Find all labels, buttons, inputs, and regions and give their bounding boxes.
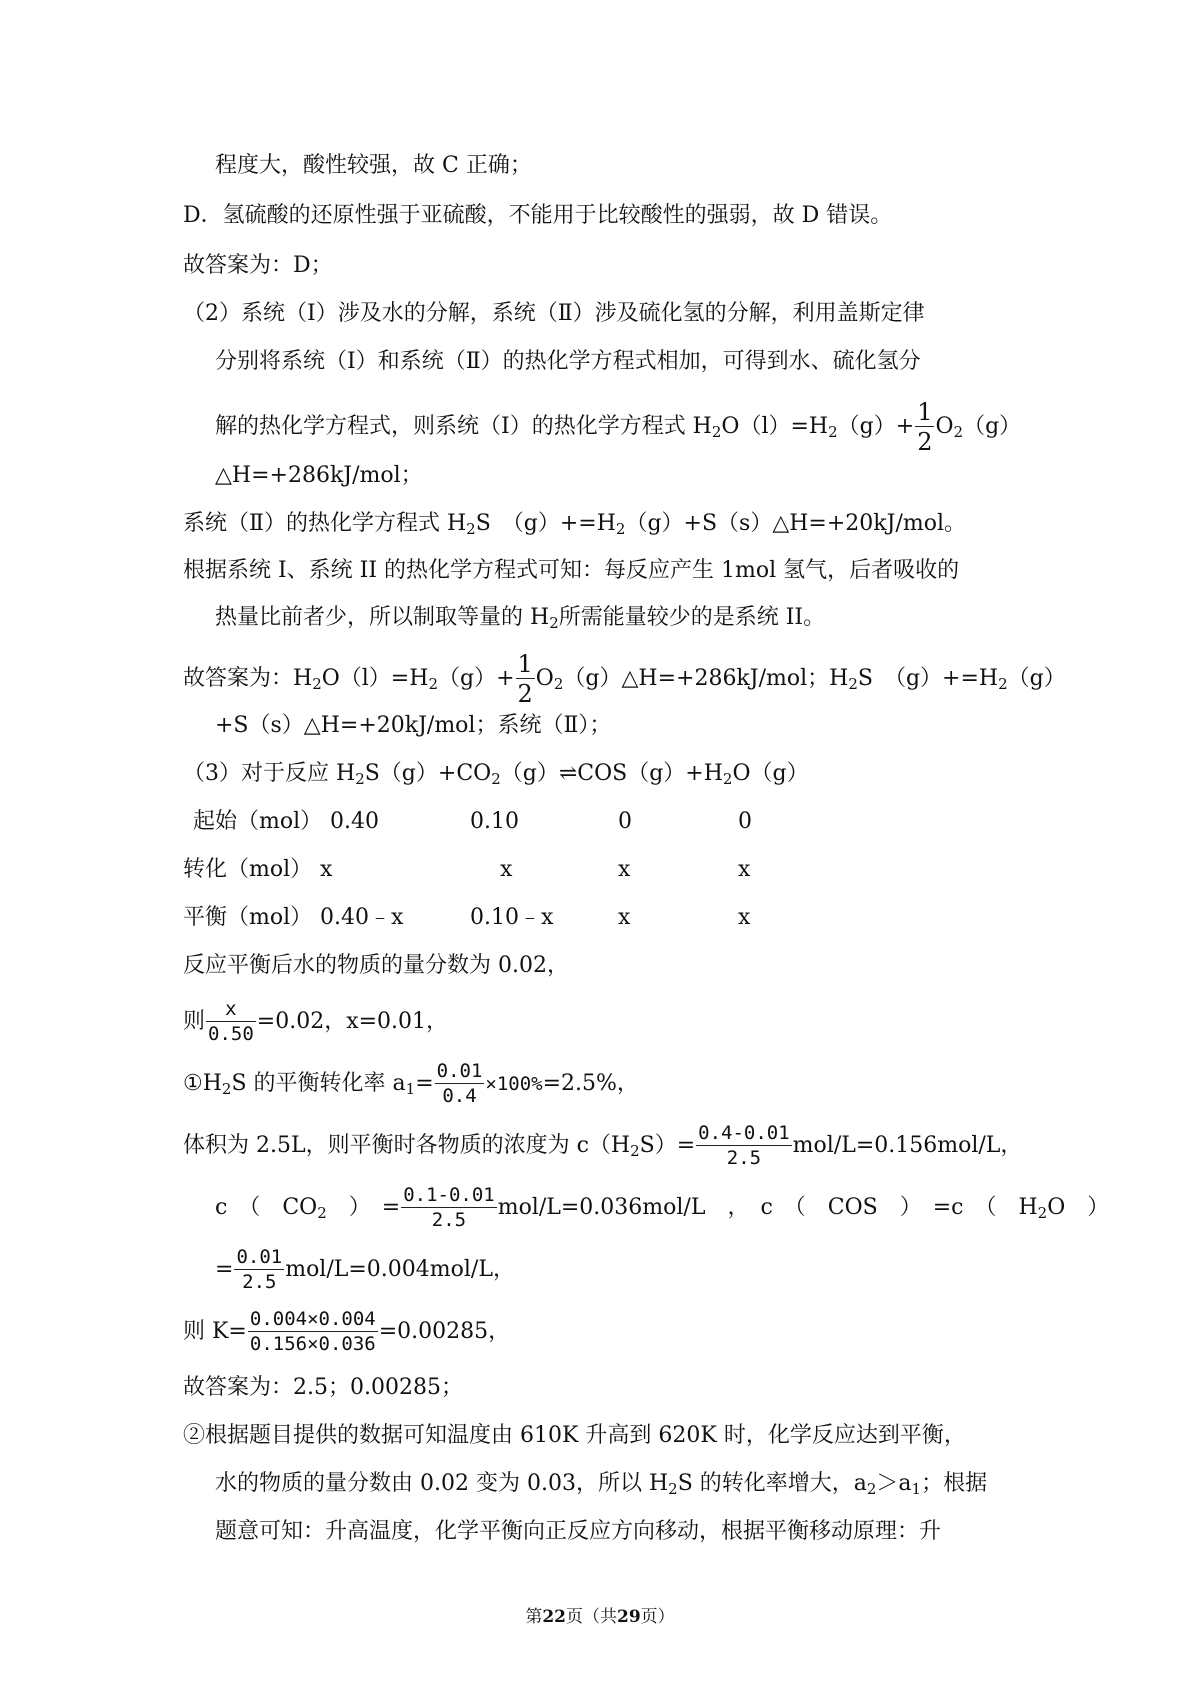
- text-line: D．氢硫酸的还原性强于亚硫酸，不能用于比较酸性的强弱，故 D 错误。: [183, 203, 893, 228]
- equation-line: c （ $CO_2$ ） = $\frac{0.1-0.01}{2.5}$ mol/L=0.036mol/L ， c （ COS ） =c （ $H_2O$ ）: [215, 1184, 1110, 1231]
- text-line: 故答案为：D；: [183, 253, 333, 278]
- text-line: 根据系统 I、系统 II 的热化学方程式可知：每反应产生 1mol 氢气，后者吸收的: [183, 558, 960, 583]
- fraction-x: $\frac{x}{0.50}$: [208, 998, 254, 1045]
- equation-line: 则 K= $\frac{0.004\times 0.004}{0.156\times 0.036}$ =0.00285，: [183, 1308, 511, 1355]
- text-line: ②根据题目提供的数据可知温度由 610K 升高到 620K 时，化学反应达到平衡，: [183, 1423, 966, 1448]
- text-line: 分别将系统（Ⅰ）和系统（Ⅱ）的热化学方程式相加，可得到水、硫化氢分: [215, 349, 921, 374]
- fraction-c-cos: $\frac{0.01}{2.5}$: [236, 1246, 283, 1293]
- text-line: 故答案为：2.5；0.00285；: [183, 1375, 463, 1400]
- text-line: 程度大，酸性较强，故 C 正确；: [215, 153, 532, 178]
- equation-line: 系统（Ⅱ）的热化学方程式 $H_2S$ $(g)+=H_2(g)+S(s)\triangle H=+20kJ$/mol。: [183, 511, 967, 538]
- text-line: （2）系统（Ⅰ）涉及水的分解，系统（Ⅱ）涉及硫化氢的分解，利用盖斯定律: [183, 301, 925, 326]
- fraction-c-h2s: $\frac{0.4-0.01}{2.5}$: [698, 1122, 790, 1169]
- fraction-half: $\frac{1}{2}$: [517, 650, 533, 708]
- equation-line: （3）对于反应 $H_2S(g)+CO_2(g)\rightleftharpoons COS(g)+H_2O(g)$: [183, 761, 809, 788]
- text-line: △H=+286kJ/mol；: [215, 463, 423, 488]
- fraction-k: $\frac{0.004\times 0.004}{0.156\times 0.036}$: [249, 1308, 376, 1355]
- equation-line: 故答案为：$H_2O(l)=H_2(g)+$ $\frac{1}{2}$ $O_2(g)\triangle H=+286kJ$/mol；$H_2S$ $(g)+=H_2(g)$: [183, 650, 1066, 708]
- text-line: 题意可知：升高温度，化学平衡向正反应方向移动，根据平衡移动原理：升: [215, 1519, 942, 1544]
- fraction-half: $\frac{1}{2}$: [917, 398, 933, 456]
- table-row: 转化（mol） x x x x: [183, 857, 751, 882]
- fraction-c-co2: $\frac{0.1-0.01}{2.5}$: [403, 1184, 495, 1231]
- equation-line: 解的热化学方程式，则系统（I）的热化学方程式 $H_2O(l)=H_2(g)+$ $\frac{1}{2}$ $O_2(g)$: [215, 398, 1022, 456]
- page-footer: 第22页（共29页）: [525, 1607, 675, 1627]
- text-line: 热量比前者少，所以制取等量的 $H_2$所需能量较少的是系统 II。: [215, 605, 826, 632]
- text-line: 反应平衡后水的物质的量分数为 0.02，: [183, 953, 569, 978]
- table-row: 平衡（mol） 0.40﹣x 0.10﹣x x x: [183, 905, 751, 930]
- table-row: 起始（mol） 0.40 0.10 0 0: [193, 809, 752, 834]
- page-total: 29: [617, 1607, 641, 1627]
- equation-line: = $\frac{0.01}{2.5}$ mol/L=0.004mol/L，: [215, 1246, 515, 1293]
- equation-line: 体积为 2.5L，则平衡时各物质的浓度为 $c(H_2S)=$ $\frac{0.4-0.01}{2.5}$ mol/L=0.156mol/L，: [183, 1122, 1023, 1169]
- fraction-conversion: $\frac{0.01}{0.4}$: [436, 1060, 483, 1107]
- text-line: 水的物质的量分数由 0.02 变为 0.03，所以 $H_2S$ 的转化率增大，$a_2>a_1$；根据: [215, 1471, 988, 1498]
- page-number: 22: [542, 1607, 566, 1627]
- equation-line: $①H_2S$ 的平衡转化率 $a_1=$ $\frac{0.01}{0.4}$ ×100%=2.5%，: [183, 1060, 639, 1107]
- equation-line: 则 $\frac{x}{0.50}$ =0.02，x=0.01，: [183, 998, 449, 1045]
- text-line: +S（s）△H=+20kJ/mol；系统（Ⅱ）；: [215, 713, 612, 738]
